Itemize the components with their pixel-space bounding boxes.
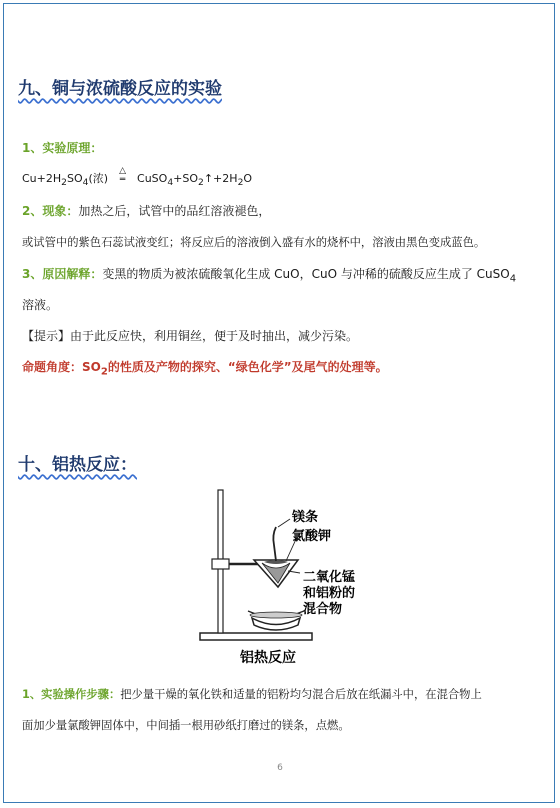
eq-part: SO — [66, 172, 83, 185]
clamp — [212, 559, 229, 569]
principle-heading — [22, 140, 102, 156]
principle-label: 1、实验原理： — [22, 141, 103, 155]
angle-part: 的性质及产物的探究、“绿色化学”及尾气的处理等。 — [107, 360, 388, 374]
operation-steps-text: 把少量干燥的氧化铁和适量的铝粉均匀混合后放在纸漏斗中，在混合物上 — [120, 688, 482, 701]
phenomenon-line — [22, 203, 270, 219]
magnesium-ribbon — [273, 527, 276, 561]
angle-part: 命题角度：SO — [22, 360, 101, 374]
exam-angle — [22, 359, 388, 380]
eq-sub: 2 — [198, 177, 204, 189]
eq-part: (浓) — [88, 172, 109, 185]
page-number: 6 — [277, 763, 283, 773]
tip-text: 【提示】由于此反应快，利用铜丝，便于及时抽出，减少污染。 — [22, 329, 359, 343]
label-mixture-3: 混合物 — [303, 601, 343, 616]
label-potassium-chlorate: 氯酸钾 — [292, 528, 332, 543]
label-mixture-2: 和铝粉的 — [303, 585, 356, 600]
page-border — [3, 3, 555, 803]
reason-label: 3、原因解释： — [22, 267, 103, 281]
eq-sub: 4 — [167, 177, 174, 189]
eq-part: ↑+2H — [203, 172, 238, 185]
section-9-title: 九、铜与浓硫酸反应的实验 — [18, 79, 222, 99]
eq-part: +SO — [173, 172, 199, 185]
thermite-apparatus-figure — [190, 487, 380, 667]
phenomenon-text-2: 或试管中的紫色石蕊试液变红；将反应后的溶液倒入盛有水的烧杯中，溶液由黑色变成蓝色。 — [22, 236, 486, 249]
angle-sub: 2 — [100, 366, 108, 378]
eq-part: O — [243, 172, 253, 185]
eq-sub: 2 — [237, 177, 244, 189]
eq-part: CuSO — [137, 172, 168, 185]
operation-steps-line — [22, 687, 482, 703]
operation-steps-label: 1、实验操作步骤： — [22, 688, 121, 701]
evaporating-dish — [252, 618, 300, 630]
eq-sub: 2 — [61, 177, 67, 189]
phenomenon-label: 2、现象： — [22, 204, 79, 218]
label-mixture-1: 二氧化锰 — [303, 569, 356, 584]
reason-sub: 4 — [509, 273, 517, 285]
label-magnesium: 镁条 — [292, 509, 319, 524]
section-10-title: 十、铝热反应： — [18, 455, 137, 475]
eq-sub: 4 — [82, 177, 89, 189]
thermite-apparatus-diagram — [190, 487, 380, 667]
eq-part: Cu+2H — [22, 172, 62, 185]
reason-text: 变黑的物质为被浓硫酸氧化生成 CuO，CuO 与冲稀的硫酸反应生成了 CuSO — [102, 267, 510, 281]
operation-steps-text-2: 面加少量氯酸钾固体中，中间插一根用砂纸打磨过的镁条，点燃。 — [22, 719, 350, 732]
sand — [250, 612, 302, 618]
reason-text-2: 溶液。 — [22, 298, 59, 312]
leader-mg — [278, 519, 290, 527]
reaction-equation — [22, 166, 253, 191]
reason-line — [22, 266, 516, 287]
figure-caption: 铝热反应 — [240, 649, 296, 665]
stand-base — [200, 633, 312, 640]
reaction-condition: △ ═ — [112, 172, 134, 188]
heat-symbol: △ — [119, 166, 126, 176]
phenomenon-text: 加热之后，试管中的品红溶液褪色， — [78, 204, 271, 218]
